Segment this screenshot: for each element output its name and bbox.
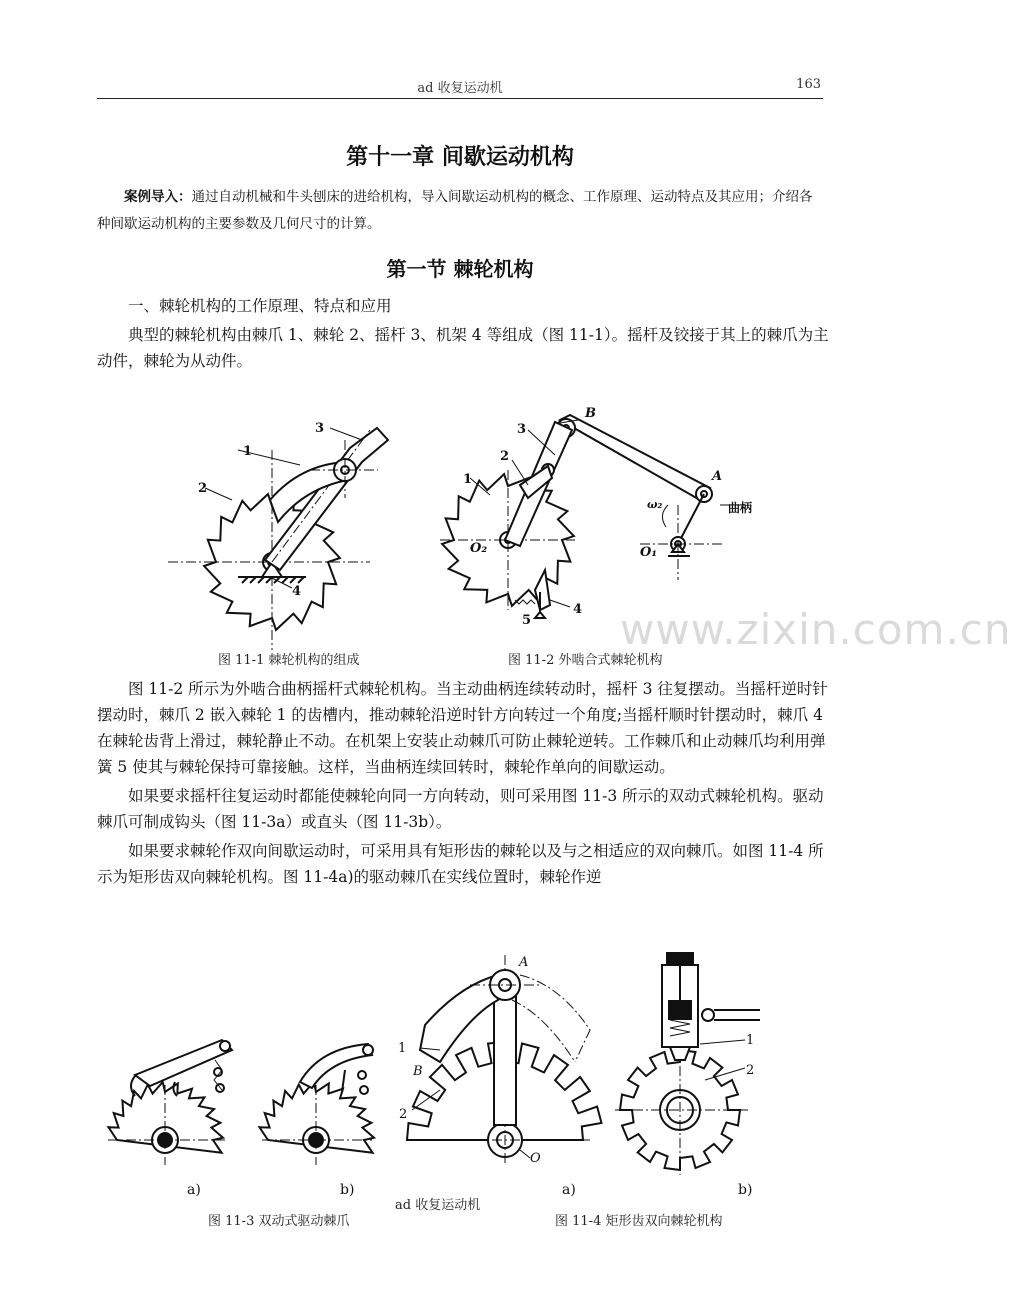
fig-11-4-sub-a: a) bbox=[562, 1182, 576, 1198]
fig-11-3-caption: 图 11-3 双动式驱动棘爪 bbox=[208, 1214, 350, 1229]
fig-11-2-label-O1: O₁ bbox=[640, 545, 658, 560]
fig-11-4b-label-1: 1 bbox=[746, 1033, 755, 1048]
fig-11-2-label-A: A bbox=[712, 469, 723, 484]
chapter-title: 第十一章 间歇运动机构 bbox=[346, 145, 574, 170]
fig-11-4b-label-2: 2 bbox=[746, 1063, 755, 1078]
fig-11-2-label-omega2: ω₂ bbox=[647, 498, 663, 511]
fig-11-2-label-B: B bbox=[585, 406, 596, 421]
fig-11-2-caption: 图 11-2 外啮合式棘轮机构 bbox=[508, 653, 663, 668]
fig-11-2-label-5: 5 bbox=[522, 613, 532, 628]
fig-11-4-sub-b: b) bbox=[738, 1182, 753, 1198]
paragraph-3: 如果要求摇杆往复运动时都能使棘轮向同一方向转动，则可采用图 11-3 所示的双动式棘轮机构。驱动棘爪可制成钩头（图 11-3a）或直头（图 11-3b）。 bbox=[97, 787, 824, 831]
fig-11-2-label-2: 2 bbox=[500, 449, 510, 464]
fig-11-2-label-3: 3 bbox=[517, 422, 527, 437]
page-number: 163 bbox=[796, 77, 821, 92]
fig-11-4a-label-O: O bbox=[530, 1151, 541, 1166]
section-title: 第一节 棘轮机构 bbox=[386, 257, 534, 281]
fig-11-4a-drawing bbox=[398, 955, 602, 1166]
fig-11-4a-label-B: B bbox=[413, 1064, 423, 1079]
fig-11-4a-label-A: A bbox=[519, 955, 529, 970]
fig-11-4b-drawing bbox=[615, 952, 760, 1175]
fig-11-1-label-3: 3 bbox=[315, 421, 325, 436]
paragraph-2: 图 11-2 所示为外啮合曲柄摇杆式棘轮机构。当主动曲柄连续转动时，摇杆 3 往复摆动。当摇杆逆时针摆动时，棘爪 2 嵌入棘轮 1 的齿槽内，推动棘轮沿逆时针方向转过一个角度;当摇杆顺时针摆动时，棘爪 4 在棘轮齿背上滑过，棘轮静止不动。在机架上安装止动棘爪可防止棘轮逆转。工作棘爪和止动棘爪均利用弹簧 5 使其与棘轮保持可靠接触。这样，当曲柄连续回转时，棘轮作单向的间歇运动。 bbox=[97, 680, 828, 776]
fig-11-2-label-O2: O₂ bbox=[470, 541, 488, 556]
fig-11-3-sub-b: b) bbox=[340, 1182, 355, 1198]
fig-11-2-label-1: 1 bbox=[463, 472, 473, 487]
fig-11-3-sub-a: a) bbox=[187, 1182, 201, 1198]
fig-11-2-label-4: 4 bbox=[573, 602, 583, 617]
fig-11-4a-label-2: 2 bbox=[399, 1107, 408, 1122]
fig-11-4-caption: 图 11-4 矩形齿双向棘轮机构 bbox=[555, 1214, 723, 1229]
case-intro-text: 通过自动机械和牛头刨床的进给机构，导入间歇运动机构的概念、工作原理、运动特点及其应用；介绍各种间歇运动机构的主要参数及几何尺寸的计算。 bbox=[97, 189, 813, 232]
paragraph-4: 如果要求棘轮作双向间歇运动时，可采用具有矩形齿的棘轮以及与之相适应的双向棘爪。如图 11-4 所示为矩形齿双向棘轮机构。图 11-4a)的驱动棘爪在实线位置时，棘轮作逆 bbox=[97, 842, 824, 886]
fig-11-1-label-2: 2 bbox=[198, 481, 208, 496]
fig-11-1-label-4: 4 bbox=[292, 584, 302, 599]
case-intro-lead: 案例导入： bbox=[124, 189, 192, 205]
para-heading: 一、棘轮机构的工作原理、特点和应用 bbox=[128, 297, 392, 315]
fig-11-1-label-1: 1 bbox=[243, 444, 253, 459]
fig-11-2-label-crank: 曲柄 bbox=[728, 501, 753, 515]
watermark: www.zixin.com.cn bbox=[620, 605, 1012, 654]
running-title: ad 收复运动机 bbox=[417, 81, 503, 96]
footer-mark: ad 收复运动机 bbox=[395, 1198, 481, 1213]
fig-11-4a-label-1: 1 bbox=[398, 1041, 407, 1056]
fig-11-1-caption: 图 11-1 棘轮机构的组成 bbox=[218, 653, 360, 668]
paragraph-1: 典型的棘轮机构由棘爪 1、棘轮 2、摇杆 3、机架 4 等组成（图 11-1）。摇杆及铰接于其上的棘爪为主动件，棘轮为从动件。 bbox=[97, 326, 829, 370]
